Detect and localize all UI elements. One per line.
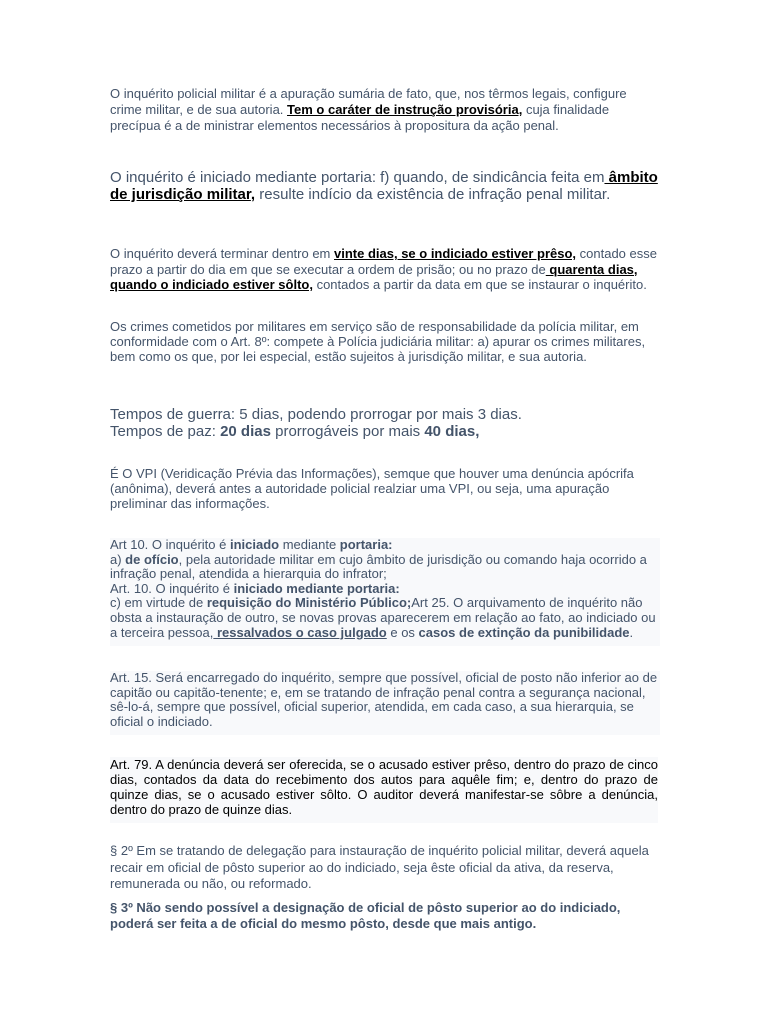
emphasis-text: Tem o caráter de instrução provisória, [287, 102, 523, 117]
text-span: O inquérito é iniciado mediante portaria: f) quando, de sindicância feita em [110, 169, 605, 186]
text-span: mediante [279, 537, 340, 552]
line [110, 596, 660, 640]
tempos-guerra-line: Tempos de guerra: 5 dias, podendo prorrogar por mais 3 dias. [110, 406, 522, 423]
text-span: cuja finalidade precípua é a de ministrar elementos necessários à propositura da ação penal. [110, 102, 610, 133]
text-span: . [629, 624, 634, 640]
paragraph-paragrafo-3 [110, 900, 658, 931]
bold-text: iniciado mediante portaria: [233, 580, 400, 596]
paragraph-inquerito-definicao [110, 86, 658, 134]
text-span: Art 25. O arquivamento de inquérito não obsta a instauração de outro, se novas provas aparecerem em relação ao fato, ao indiciado ou a terceira pessoa, [110, 595, 656, 640]
text-span: Art. 15. Será encarregado do inquérito, sempre que possível, oficial de posto não inferior ao de capitão ou capitão-tenente; e, em se tratando de infração penal contra a segurança nacional, sê-lo-á, sempre que possível, oficial superior, atendida, em cada caso, a sua hierarquia, se oficial o indiciado. [110, 670, 658, 729]
paragraph-art-10 [110, 538, 660, 646]
text-span: O inquérito policial militar é a apuração sumária de fato, que, nos têrmos legais, configure crime militar, e de sua autoria. [110, 86, 627, 117]
text-span: e os [386, 624, 419, 640]
bold-text: casos de extinção da punibilidade [418, 624, 630, 640]
paragraph-paragrafo-2 [110, 843, 658, 893]
paragraph-vpi [110, 466, 658, 511]
emphasis-text: vinte dias, se o indiciado estiver prêso, [334, 246, 577, 261]
bold-text: iniciado [229, 537, 280, 552]
emphasis-text: quarenta dias, quando o indiciado estiver sôlto, [110, 261, 638, 292]
text-span: prorrogáveis por mais [270, 423, 425, 440]
tempos-paz-line [110, 423, 658, 440]
paragraph-inquerito-portaria [110, 169, 658, 203]
paragraph-prazo-inquerito [110, 246, 658, 293]
text-span: Art. 10. O inquérito é [110, 580, 234, 596]
text-span: c) em virtude de [110, 595, 207, 611]
text-span: contados a partir da data em que se instaurar o inquérito. [312, 277, 647, 292]
text-span: Art 10. O inquérito é [110, 537, 230, 552]
bold-text: 40 dias, [424, 423, 480, 440]
text-span: resulte indício da existência de infração penal militar. [255, 186, 611, 203]
text-span: Tempos de paz: [110, 423, 221, 440]
text-span: § 3º Não sendo possível a designação de oficial de pôsto superior ao do indiciado, poderá ser feita a de oficial do mesmo pôsto, desde que mais antigo. [110, 900, 621, 931]
bold-text: requisição do Ministério Público; [206, 595, 412, 611]
text-span: Os crimes cometidos por militares em serviço são de responsabilidade da polícia militar, em conformidade com o Art. 8º: compete à Polícia judiciária militar: a) apurar os crimes militares, bem como os que, por lei especial, estão sujeitos à jurisdição militar, e sua autoria. [110, 319, 646, 364]
text-span: contado esse prazo a partir do dia em que se executar a ordem de prisão; ou no prazo de [110, 246, 657, 277]
paragraph-crimes-militares [110, 319, 658, 364]
bold-text: portaria: [339, 537, 393, 552]
text-span: a) [110, 551, 126, 567]
line [110, 582, 660, 597]
text-span: É O VPI (Veridicação Prévia das Informações), semque que houver uma denúncia apócrifa (anônima), deverá antes a autoridade policial realziar uma VPI, ou seja, uma apuração preliminar das informações. [110, 466, 634, 511]
line [110, 538, 660, 553]
text-span: , pela autoridade militar em cujo âmbito de jurisdição ou comando haja ocorrido a infração penal, atendida a hierarquia do infrator; [110, 551, 647, 582]
paragraph-art-79 [110, 757, 658, 823]
comma-text: , [250, 186, 256, 203]
emphasis-text: âmbito de jurisdição militar [110, 169, 658, 203]
paragraph-art-15 [110, 671, 660, 735]
bold-text: de ofício [125, 551, 179, 567]
text-span: § 2º Em se tratando de delegação para instauração de inquérito policial militar, deverá aquela recair em oficial de pôsto superior ao do indiciado, seja êste oficial da ativa, da reserva, remunerada ou não, ou reformado. [110, 843, 649, 891]
bold-text: 20 dias [220, 423, 271, 440]
paragraph-tempos [110, 406, 658, 440]
underlined-bold-text: ressalvados o caso julgado [213, 624, 387, 640]
text-span: O inquérito deverá terminar dentro em [110, 246, 334, 261]
text-span: Art. 79. A denúncia deverá ser oferecida, se o acusado estiver prêso, dentro do prazo de cinco dias, contados da data do recebimento dos autos para aquêle fim; e, dentro do prazo de quinze dias, se o acusado estiver sôlto. O auditor deverá manifestar-se sôbre a denúncia, dentro do prazo de quinze dias. [110, 757, 658, 817]
line [110, 553, 660, 582]
